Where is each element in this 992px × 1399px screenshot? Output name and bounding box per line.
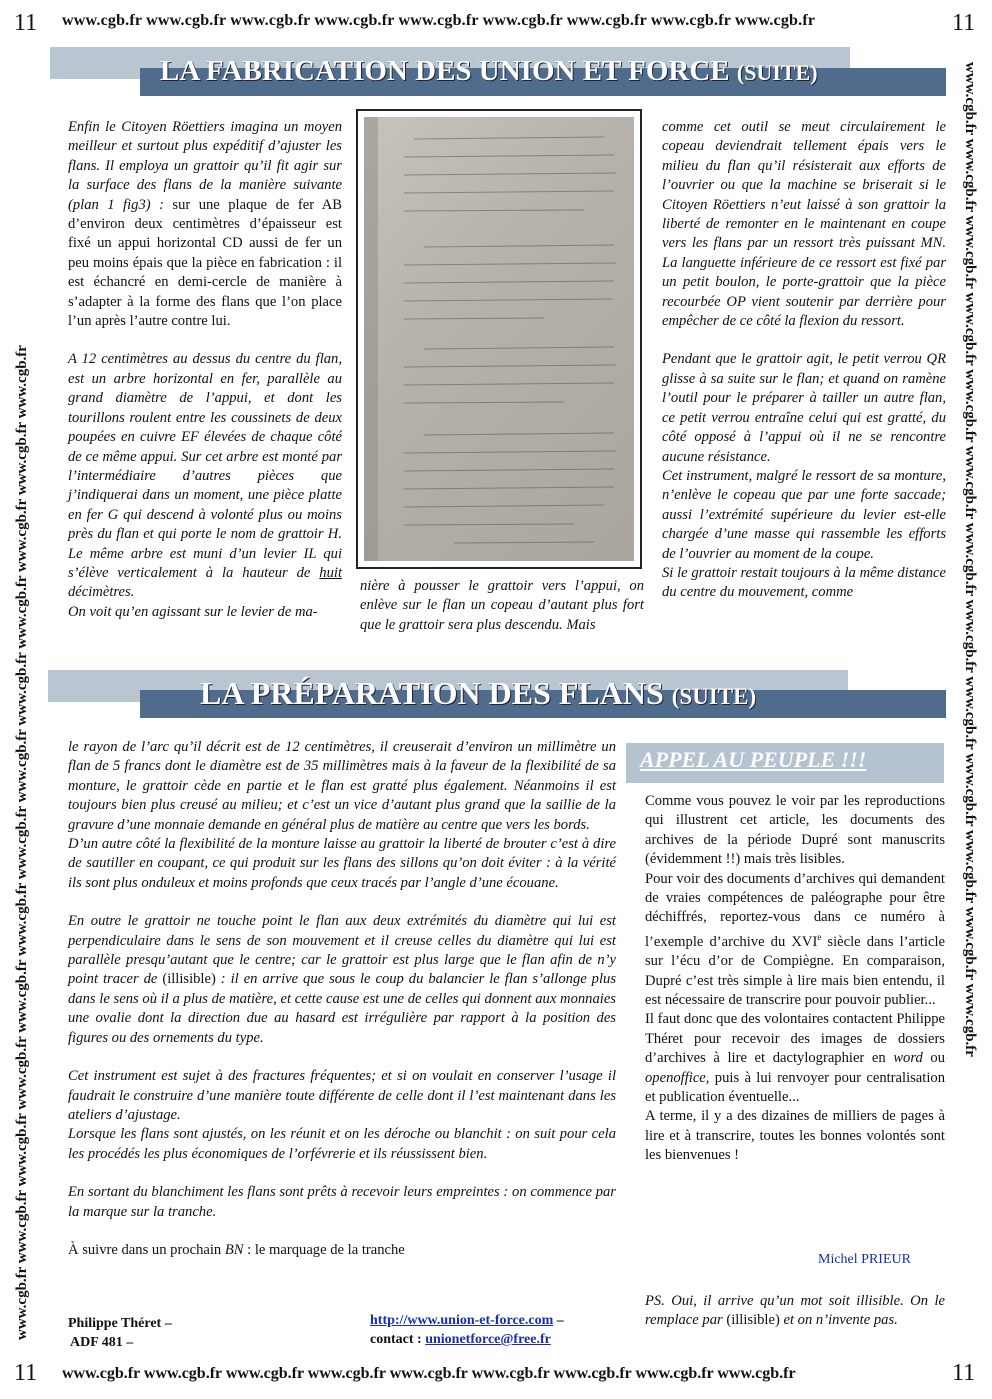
s2-paragraph-5: Lorsque les flans sont ajustés, on les réunit et on les déroche ou blanchit : on suit pour cela les procédés les plus économiques de l’orfévrerie et ils réussissent bien. bbox=[68, 1126, 616, 1162]
left-side-site-line: www.cgb.fr www.cgb.fr www.cgb.fr www.cgb.fr www.cgb.fr www.cgb.fr www.cgb.fr www.cgb.fr www.cgb.fr www.cgb.fr www.cgb.fr www.cgb.fr www.cgb.fr bbox=[14, 345, 30, 1340]
section1-column-3 bbox=[662, 118, 946, 603]
manuscript-image bbox=[364, 117, 634, 561]
s2-paragraph-3 bbox=[68, 912, 616, 1048]
s2-paragraph-4: Cet instrument est sujet à des fractures fréquentes; et si on voulait en conserver l’usage il faudrait le construire d’une manière toute différente de celle dont il l’est maintenant dans les ateliers d’ajustage. bbox=[68, 1068, 616, 1123]
s2-paragraph-2: D’un autre côté la flexibilité de la monture laisse au grattoir la liberté de brouter c’est à dire de sautiller en coupant, ce qui produit sur les flans des sillons qu’on doit éviter : à la vérité ils sont plus onduleux et moins profonds que ceux tracés par l’angle d’une écouane. bbox=[68, 836, 616, 891]
page-number-top-right: 11 bbox=[952, 10, 976, 36]
appel-title: APPEL AU PEUPLE !!! bbox=[640, 747, 867, 772]
footer-site-line: www.cgb.fr www.cgb.fr www.cgb.fr www.cgb.fr www.cgb.fr www.cgb.fr www.cgb.fr www.cgb.fr www.cgb.fr bbox=[62, 1365, 796, 1382]
appel-paragraph-3 bbox=[645, 1010, 945, 1107]
page-number-bottom-left: 11 bbox=[14, 1360, 38, 1386]
section1-title bbox=[160, 55, 818, 88]
section2-title-text: LA PRÉPARATION DES FLANS bbox=[200, 675, 664, 711]
ps-illisible: (illisible) bbox=[726, 1312, 780, 1329]
section1-title-suffix: (SUITE) bbox=[736, 60, 818, 85]
appel-p3-end: , puis à lui renvoyer pour centralisation et publication éventuelle... bbox=[645, 1069, 945, 1105]
website-link[interactable]: http://www.union-et-force.com bbox=[370, 1313, 554, 1328]
ps-end: et on n’invente pas. bbox=[779, 1312, 898, 1329]
s2-p3-text: En outre le grattoir ne touche point le flan aux deux extrémités du diamètre qui lui est perpendiculaire dans le sens de son mouvement et il creuse celles du diamètre qui lui est parallèle presqu’autant que le centre; car le grattoir est plus large que le flan afin de n’y point tracer de bbox=[68, 913, 616, 988]
section2-title-suffix: (SUITE) bbox=[671, 684, 757, 709]
appel-p2-sup: e bbox=[817, 931, 822, 942]
col3-paragraph-3: Cet instrument, malgré le ressort de sa monture, n’enlève le copeau que par une forte saccade; aussi l’extrémité supérieure du levier est-elle chargée d’une masse qui rassemble les efforts de l’ouvrier au moment de la coupe. bbox=[662, 467, 946, 562]
section1-column-1 bbox=[68, 118, 342, 622]
col1-p2-end: décimètres. bbox=[68, 584, 135, 601]
col1-p2-text: A 12 centimètres au dessus du centre du flan, est un arbre horizontal en fer, parallèle au grand diamètre de l’appui, et dont les tourillons roulent entre les coussinets de deux poupées en cuivre EF élevées de chaque côté de ce même appui. Sur cet arbre est monté par l’intermédiaire d’autres pièces que j’indiquerai dans un moment, une pièce platte en fer G qui descend à volonté plus ou moins près du flan et qui porte le nom de grattoir H. Le même arbre est muni d’un levier IL qui s’élève verticalement à la hauteur de bbox=[68, 351, 342, 581]
appel-p3-text: Il faut donc que des volontaires contactent Philippe Théret pour recevoir des images de dossiers d’archives à lire et dactylographier en bbox=[645, 1011, 945, 1067]
contact-label: contact : bbox=[370, 1332, 426, 1347]
right-side-site-line: www.cgb.fr www.cgb.fr www.cgb.fr www.cgb.fr www.cgb.fr www.cgb.fr www.cgb.fr www.cgb.fr www.cgb.fr www.cgb.fr www.cgb.fr www.cgb.fr www.cgb.fr bbox=[962, 62, 978, 1057]
appel-p2-text: Pour voir des documents d’archives qui demandent de vraies compétences de paléographe pour être déchiffrés, reportez-vous dans ce numéro à l’exemple d’archive du XVI bbox=[645, 870, 945, 950]
s2-paragraph-6: En sortant du blanchiment les flans sont prêts à recevoir leurs empreintes : on commence par la marque sur la tranche. bbox=[68, 1184, 616, 1220]
contact-block bbox=[370, 1311, 564, 1349]
header-site-line: www.cgb.fr www.cgb.fr www.cgb.fr www.cgb.fr www.cgb.fr www.cgb.fr www.cgb.fr www.cgb.fr www.cgb.fr bbox=[62, 12, 816, 29]
manuscript-photo bbox=[364, 117, 634, 561]
s2-p7-text: À suivre dans un prochain bbox=[68, 1241, 225, 1258]
col1-paragraph-3: On voit qu’en agissant sur le levier de ma- bbox=[68, 603, 318, 620]
appel-p3-mid: ou bbox=[922, 1050, 945, 1067]
url-dash: – bbox=[553, 1313, 564, 1328]
col1-intro-italic: Enfin le Citoyen Röettiers imagina un moyen meilleur et surtout plus expéditif d’ajuster les flans. Il employa un grattoir qu’il fit agir sur la surface des flans de la manière suivante (plan 1 fig3) : bbox=[68, 119, 342, 213]
s2-p3-end: : il en arrive que sous le coup du balancier le flan s’allonge plus dans le sens où il a plus de matière, et cette cause est une de celles qui donnent aux monnaies une ovalie dont la direction due au hasard est irrégulière par rapport à la position des figures ou des ornements du type. bbox=[68, 971, 617, 1046]
appel-paragraph-2 bbox=[645, 870, 945, 1011]
appel-text bbox=[645, 792, 945, 1166]
ps-text: PS. Oui, il arrive qu’un mot soit illisible. On le remplace par bbox=[645, 1293, 945, 1329]
section1-column-2: nière à pousser le grattoir vers l’appui, on enlève sur le flan un copeau d’autant plus fort que le grattoir sera plus descendu. Mais bbox=[360, 578, 644, 633]
appel-p2-end: siècle dans l’article sur l’écu d’or de Compiègne. En comparaison, Dupré c’est très simple à lire mais bien entendu, il est nécessaire de transcrire pour pouvoir publier... bbox=[645, 933, 945, 1008]
s2-paragraph-7 bbox=[68, 1241, 616, 1260]
page-number-top-left: 11 bbox=[14, 10, 38, 36]
col3-paragraph-1: comme cet outil se meut circulairement le copeau deviendrait tellement épais vers le milieu du flan qu’il résisterait aux efforts de l’ouvrier ou que la machine se briserait si le Citoyen Röettiers n’eut laissé à son grattoir la liberté de remonter en le maintenant en coupe vers les flans par un ressort très puissant MN. La languette inférieure de ce ressort est fixé par un petit boulon, le porte-grattoir que la pièce recourbée OP vient soutenir par derrière pour empêcher de ce côté la flexion du ressort. bbox=[662, 119, 946, 330]
appel-paragraph-1: Comme vous pouvez le voir par les reproductions qui illustrent cet article, les documents des archives de la période Dupré sont manuscrits (évidemment !!) mais très lisibles. bbox=[645, 793, 945, 868]
s2-p7-bn: BN bbox=[224, 1241, 244, 1258]
appel-p3-openoffice: openoffice bbox=[645, 1069, 706, 1086]
col3-paragraph-4: Si le grattoir restait toujours à la même distance du centre du mouvement, comme bbox=[662, 564, 946, 601]
section1-title-text: LA FABRICATION DES UNION ET FORCE bbox=[160, 55, 730, 87]
appel-ps bbox=[645, 1292, 945, 1331]
col1-paragraph-2 bbox=[68, 350, 342, 602]
col3-paragraph-2: Pendant que le grattoir agit, le petit verrou QR glisse à sa suite sur le flan; et quand on ramène l’outil pour le préparer à tailler un autre flan, ce petit verrou entraîne celui qui est gratté, du côté opposé à l’appui où il ne se rencontre aucune résistance. bbox=[662, 351, 946, 465]
author-block bbox=[68, 1314, 172, 1352]
page-number-bottom-right: 11 bbox=[952, 1360, 976, 1386]
author-name: Philippe Théret – bbox=[68, 1316, 172, 1331]
signature: Michel PRIEUR bbox=[818, 1252, 911, 1267]
s2-paragraph-1: le rayon de l’arc qu’il décrit est de 12 centimètres, il creuserait d’environ un millimètre un flan de 5 francs dont le diamètre est de 35 millimètres mais à la faveur de la flexibilité de sa monture, le grattoir cède en partie et le flan est gratté plus également. Néanmoins il est toujours bien plus creusé au milieu; et c’est un vice d’autant plus grand que la saillie de la gravure d’une monnaie demande en général plus de matière au centre que vers les bords. bbox=[68, 739, 616, 833]
col1-underline-word: huit bbox=[319, 564, 342, 581]
s2-p7-end: : le marquage de la tranche bbox=[243, 1241, 405, 1258]
section2-main-text bbox=[68, 738, 616, 1260]
manuscript-photo-frame bbox=[356, 109, 642, 569]
s2-p3-illisible: (illisible) bbox=[162, 971, 216, 988]
section2-title bbox=[200, 675, 756, 712]
author-adf: ADF 481 – bbox=[70, 1335, 134, 1350]
appel-p3-word: word bbox=[893, 1050, 923, 1067]
col1-intro-roman: sur une plaque de fer AB d’environ deux centimètres d’épaisseur est fixé un appui horizontal CD aussi de fer un peu moins épais que la pièce en fabrication : il est échancré en demi-cercle de manière à s’adapter à la forme des flans que l’on place l’un après l’autre contre lui. bbox=[68, 196, 342, 330]
appel-paragraph-4: A terme, il y a des dizaines de milliers de pages à lire et à transcrire, toutes les bonnes volontés sont les bienvenues ! bbox=[645, 1108, 945, 1164]
email-link[interactable]: unionetforce@free.fr bbox=[425, 1332, 551, 1347]
